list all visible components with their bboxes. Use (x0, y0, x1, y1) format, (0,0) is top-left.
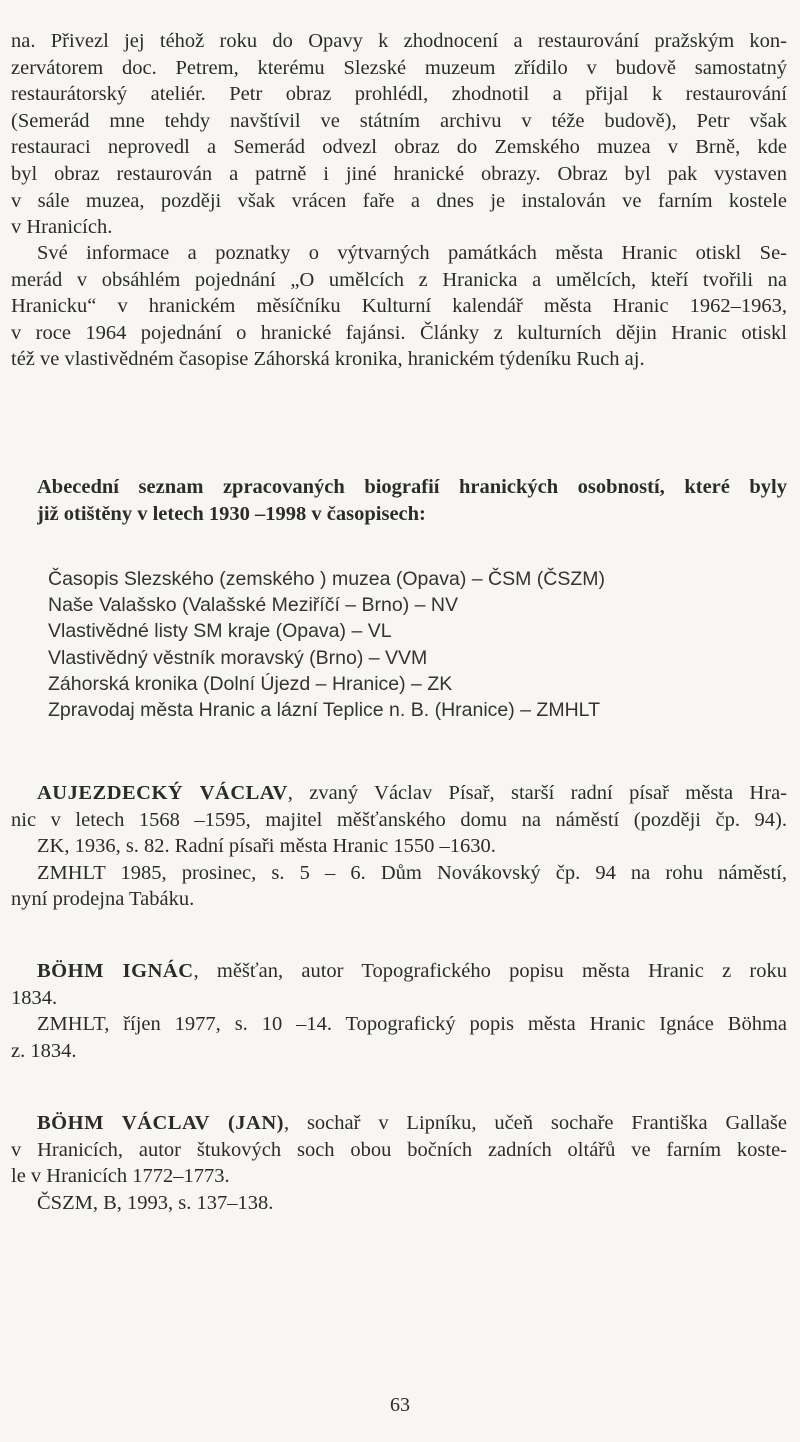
entry-name: BÖHM VÁCLAV (JAN) (37, 1112, 284, 1134)
text-line: v Hranicích, autor štukových soch obou bočních zadních oltářů ve farním koste- (11, 1138, 787, 1161)
list-item: Záhorská kronika (Dolní Újezd – Hranice) – ZK (48, 672, 453, 695)
text-line: Hranicku“ v hranickém měsíčníku Kulturní kalendář města Hranic 1962–1963, (11, 295, 787, 318)
text-line: ZMHLT 1985, prosinec, s. 5 – 6. Dům Novákovský čp. 94 na rohu náměstí, (37, 861, 787, 884)
text-line: nyní prodejna Tabáku. (11, 888, 195, 911)
paragraph-1 (11, 28, 787, 241)
paragraph-2 (11, 240, 787, 373)
section-heading (37, 474, 787, 528)
list-item: Zpravodaj města Hranic a lázní Teplice n. B. (Hranice) – ZMHLT (48, 699, 600, 722)
entry-name: AUJEZDECKÝ VÁCLAV (37, 782, 288, 804)
text-line: restauraci neprovedl a Semerád odvezl obraz do Zemského muzea v Brně, kde (11, 136, 787, 159)
list-item: Naše Valašsko (Valašské Meziříčí – Brno) – NV (48, 594, 459, 617)
list-item: Vlastivědné listy SM kraje (Opava) – VL (48, 620, 392, 643)
text-line: ČSZM, B, 1993, s. 137–138. (37, 1191, 274, 1214)
text-line: v Hranicích. (11, 216, 113, 239)
text-line: v roce 1964 pojednání o hranické fajánsi. Články z kulturních dějin Hranic otiskl (11, 321, 787, 344)
entry-text: , měšťan, autor Topografického popisu města Hranic z roku (193, 960, 787, 982)
text-line: (Semerád mne tehdy navštívil ve státním archivu v téže budově), Petr však (11, 109, 787, 132)
text-line: ZK, 1936, s. 82. Radní písaři města Hranic 1550 –1630. (37, 835, 496, 858)
entry-text: , zvaný Václav Písař, starší radní písař města Hra- (287, 782, 787, 804)
text-line: ZMHLT, říjen 1977, s. 10 –14. Topografický popis města Hranic Ignáce Böhma (37, 1013, 787, 1036)
text-line: le v Hranicích 1772–1773. (11, 1165, 230, 1188)
entry-bohm-vaclav (11, 1110, 787, 1216)
entry-bohm-ignac (11, 958, 787, 1064)
entry-first-line (11, 780, 787, 807)
heading-line: již otištěny v letech 1930 –1998 v časopisech: (37, 503, 426, 525)
text-line: nic v letech 1568 –1595, majitel měšťanského domu na náměstí (později čp. 94). (11, 808, 787, 831)
entry-name: BÖHM IGNÁC (37, 960, 194, 982)
entry-text: , sochař v Lipníku, učeň sochaře Františka Gallaše (283, 1112, 787, 1134)
text-line: v sále muzea, později však vrácen faře a dnes je instalován ve farním kostele (11, 189, 787, 212)
sources-list (11, 566, 787, 723)
text-line: na. Přivezl jej téhož roku do Opavy k zhodnocení a restaurování pražským kon- (11, 30, 787, 52)
list-item: Časopis Slezského (zemského ) muzea (Opava) – ČSM (ČSZM) (48, 568, 605, 590)
heading-line: Abecední seznam zpracovaných biografií hranických osobností, které byly (37, 476, 787, 498)
page-number: 63 (390, 1394, 410, 1416)
entry-first-line (11, 958, 787, 985)
text-line: merád v obsáhlém pojednání „O umělcích z Hranicka a umělcích, kteří tvořili na (11, 268, 787, 291)
text-line: z. 1834. (11, 1039, 77, 1062)
entry-aujezdecky (11, 780, 787, 913)
text-line: 1834. (11, 986, 58, 1009)
text-line: Své informace a poznatky o výtvarných památkách města Hranic otiskl Se- (37, 242, 787, 264)
text-line: též ve vlastivědném časopise Záhorská kronika, hranickém týdeníku Ruch aj. (11, 348, 645, 371)
text-line: restaurátorský ateliér. Petr obraz prohlédl, zhodnotil a přijal k restaurování (11, 83, 787, 106)
list-item: Vlastivědný věstník moravský (Brno) – VVM (48, 646, 428, 669)
entry-first-line (11, 1110, 787, 1137)
text-line: byl obraz restaurován a patrně i jiné hranické obrazy. Obraz byl pak vystaven (11, 162, 787, 185)
text-line: zervátorem doc. Petrem, kterému Slezské muzeum zřídilo v budově samostatný (11, 56, 787, 79)
